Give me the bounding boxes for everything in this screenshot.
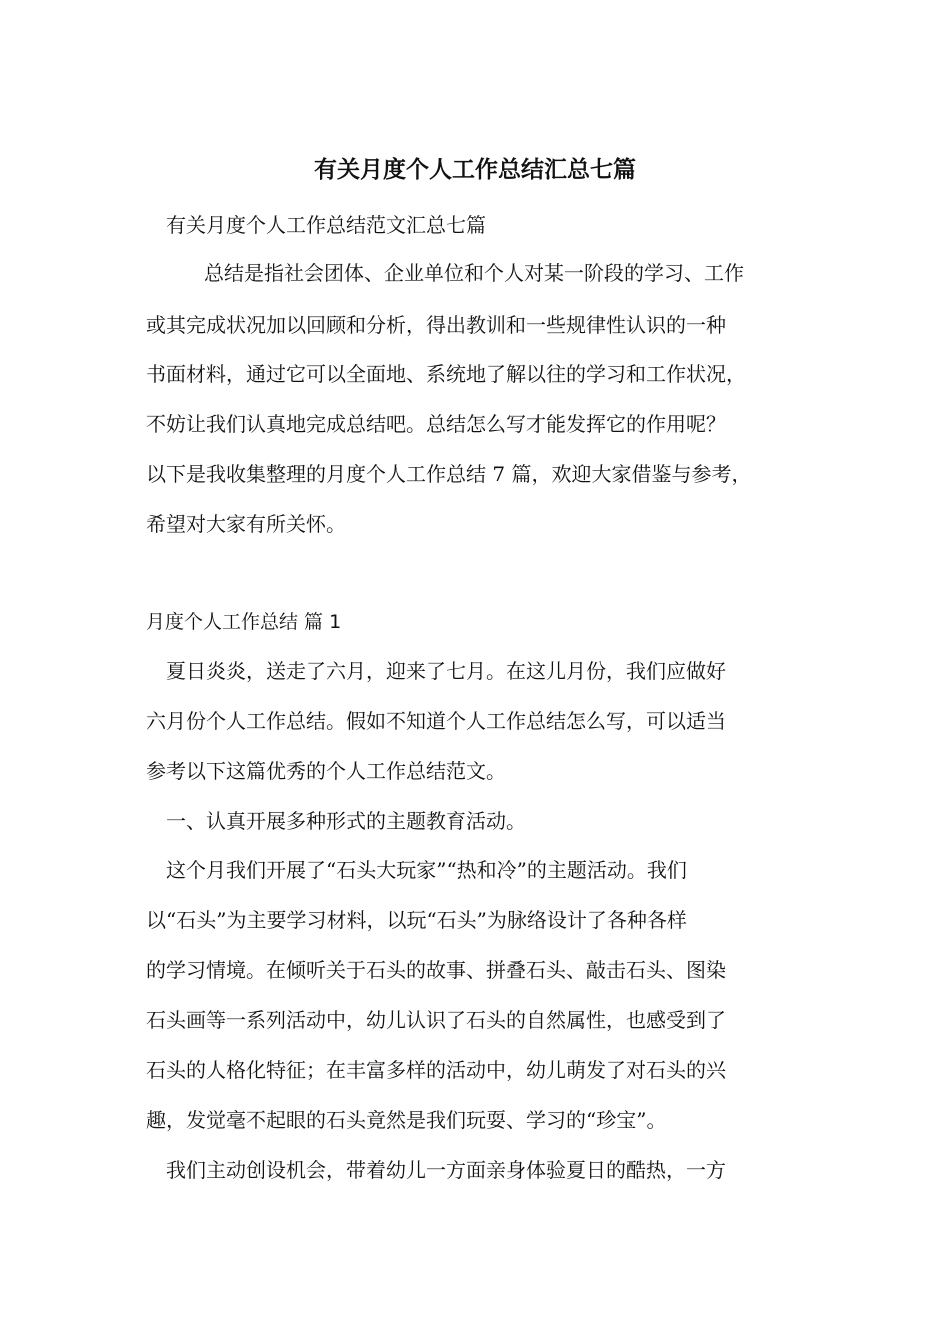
section-heading: 月度个人工作总结 篇 1 (146, 611, 342, 633)
paragraph-line: 六月份个人工作总结。假如不知道个人工作总结怎么写，可以适当 (146, 709, 726, 733)
intro-line: 总结是指社会团体、企业单位和个人对某一阶段的学习、工作 (204, 261, 744, 285)
paragraph-line: 石头画等一系列活动中，幼儿认识了石头的自然属性，也感受到了 (146, 1008, 726, 1032)
paragraph-line: 的学习情境。在倾听关于石头的故事、拼叠石头、敲击石头、图染 (146, 958, 726, 982)
paragraph-line: 这个月我们开展了“石头大玩家”“热和冷”的主题活动。我们 (166, 858, 687, 882)
intro-line: 希望对大家有所关怀。 (146, 512, 346, 536)
paragraph-line: 以“石头”为主要学习材料，以玩“石头”为脉络设计了各种各样 (146, 908, 687, 932)
paragraph-line: 我们主动创设机会，带着幼儿一方面亲身体验夏日的酷热，一方 (166, 1158, 726, 1182)
paragraph-line: 趣，发觉毫不起眼的石头竟然是我们玩耍、学习的“珍宝”。 (146, 1108, 667, 1132)
intro-line: 书面材料，通过它可以全面地、系统地了解以往的学习和工作状况， (146, 362, 746, 386)
intro-line: 不妨让我们认真地完成总结吧。总结怎么写才能发挥它的作用呢？ (146, 412, 726, 436)
paragraph-line: 参考以下这篇优秀的个人工作总结范文。 (146, 759, 506, 783)
document-subtitle: 有关月度个人工作总结范文汇总七篇 (166, 213, 486, 237)
intro-line: 以下是我收集整理的月度个人工作总结 7 篇，欢迎大家借鉴与参考， (146, 462, 752, 486)
paragraph-line: 石头的人格化特征；在丰富多样的活动中，幼儿萌发了对石头的兴 (146, 1058, 726, 1082)
document-title: 有关月度个人工作总结汇总七篇 (314, 157, 636, 183)
paragraph-line: 夏日炎炎，送走了六月，迎来了七月。在这儿月份，我们应做好 (166, 659, 726, 683)
list-item-heading: 一、认真开展多种形式的主题教育活动。 (166, 809, 526, 833)
intro-line: 或其完成状况加以回顾和分析，得出教训和一些规律性认识的一种 (146, 313, 726, 337)
